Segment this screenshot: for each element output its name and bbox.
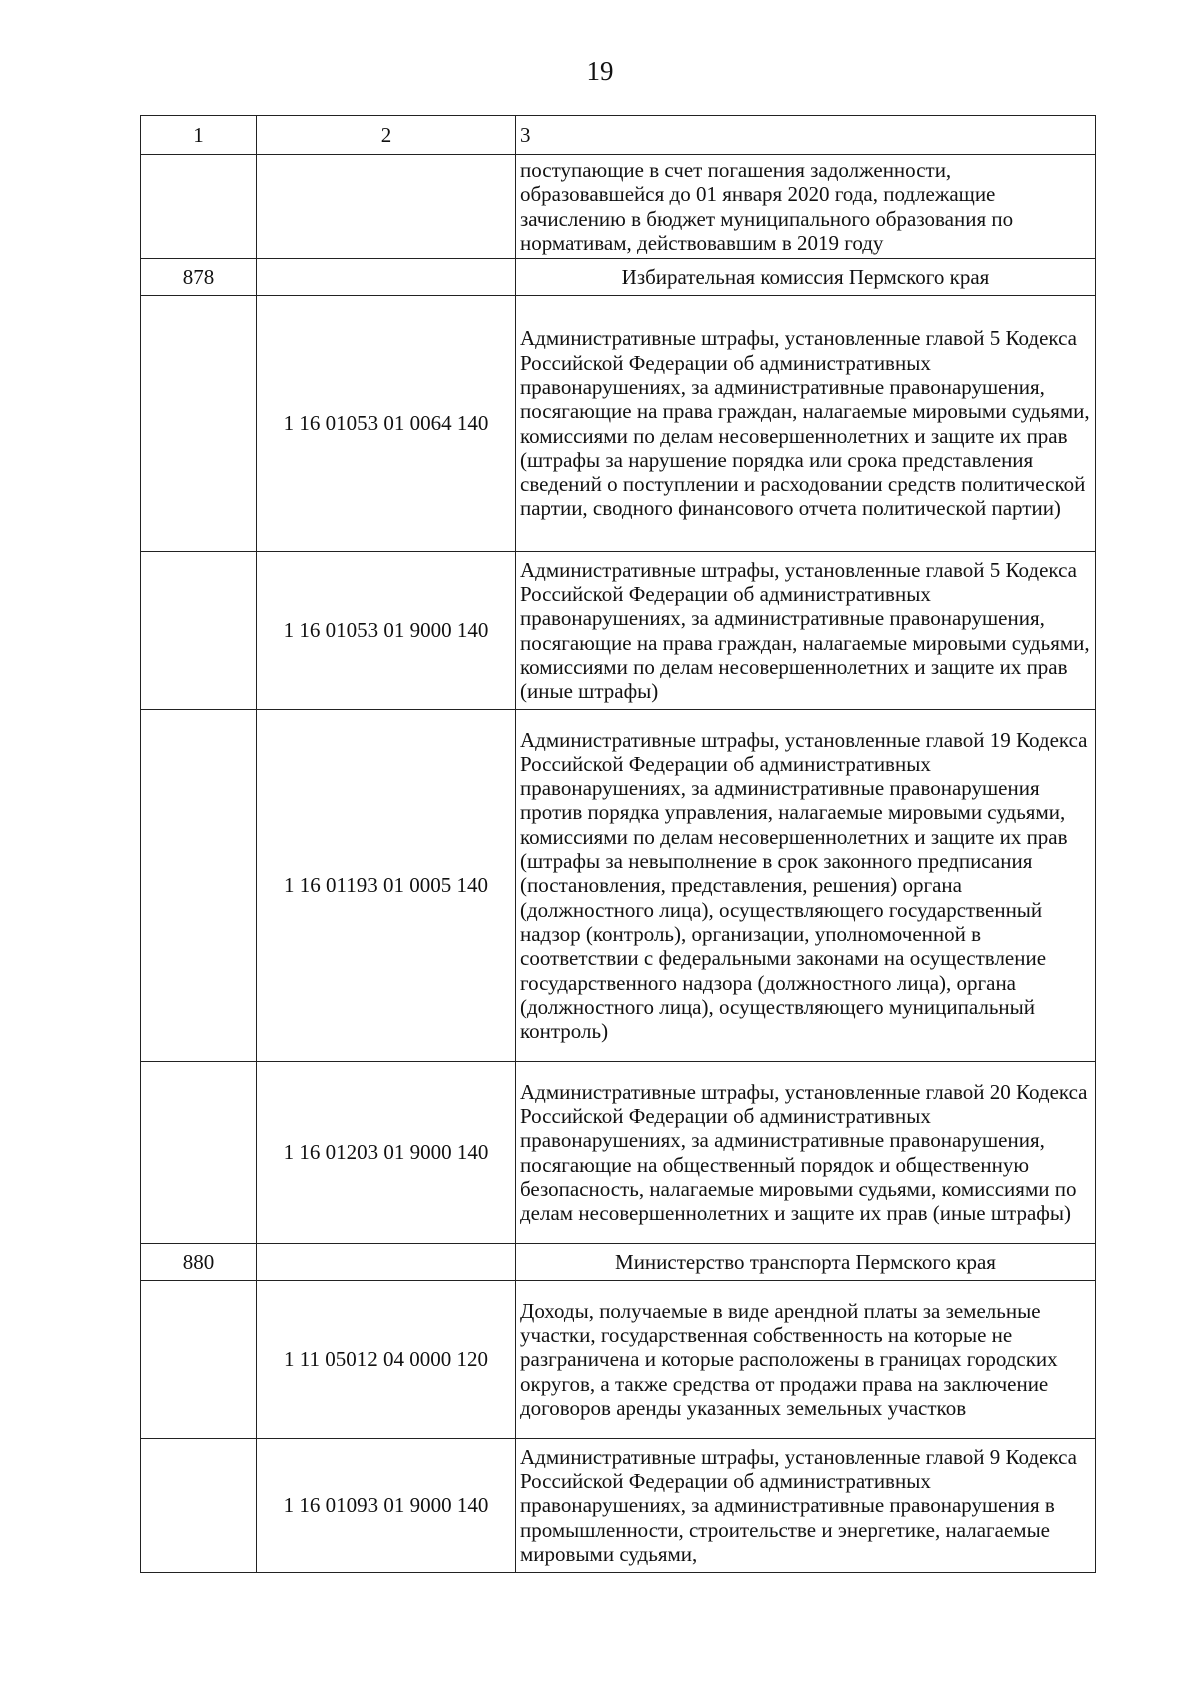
kbk-code-cell <box>257 155 516 259</box>
kbk-code-cell: 1 16 01093 01 9000 140 <box>257 1439 516 1573</box>
department-row <box>141 1244 1096 1281</box>
department-name-cell: Министерство транспорта Пермского края <box>516 1244 1096 1281</box>
department-name-cell: Избирательная комиссия Пермского края <box>516 259 1096 296</box>
description-cell: Административные штрафы, установленные главой 19 Кодекса Российской Федерации об административных правонарушениях, за административные правонарушения против порядка управления, налагаемые мировыми судьями, комиссиями по делам несовершеннолетних и защите их прав (штрафы за невыполнение в срок законного предписания (постановления, представления, решения) органа (должностного лица), осуществляющего государственный надзор (контроль), организации, уполномоченной в соответствии с федеральными законами на осуществление государственного надзора (должностного лица), органа (должностного лица), осуществляющего муниципальный контроль) <box>516 710 1096 1062</box>
kbk-code-cell <box>257 259 516 296</box>
table-header-row <box>141 116 1096 155</box>
kbk-code-cell: 1 16 01203 01 9000 140 <box>257 1062 516 1244</box>
admin-code-cell <box>141 1439 257 1573</box>
header-col-3: 3 <box>516 116 1096 155</box>
table-row <box>141 1281 1096 1439</box>
kbk-code-cell: 1 11 05012 04 0000 120 <box>257 1281 516 1439</box>
admin-code-cell <box>141 296 257 552</box>
kbk-code-cell <box>257 1244 516 1281</box>
table-row <box>141 155 1096 259</box>
table-row <box>141 296 1096 552</box>
description-cell: Административные штрафы, установленные главой 20 Кодекса Российской Федерации об административных правонарушениях, за административные правонарушения, посягающие на общественный порядок и общественную безопасность, налагаемые мировыми судьями, комиссиями по делам несовершеннолетних и защите их прав (иные штрафы) <box>516 1062 1096 1244</box>
description-cell: Административные штрафы, установленные главой 5 Кодекса Российской Федерации об административных правонарушениях, за административные правонарушения, посягающие на права граждан, налагаемые мировыми судьями, комиссиями по делам несовершеннолетних и защите их прав (штрафы за нарушение порядка или срока представления сведений о поступлении и расходовании средств политической партии, сводного финансового отчета политической партии) <box>516 296 1096 552</box>
admin-code-cell: 878 <box>141 259 257 296</box>
description-cell: Доходы, получаемые в виде арендной платы за земельные участки, государственная собственность на которые не разграничена и которые расположены в границах городских округов, а также средства от продажи права на заключение договоров аренды указанных земельных участков <box>516 1281 1096 1439</box>
admin-code-cell: 880 <box>141 1244 257 1281</box>
admin-code-cell <box>141 1281 257 1439</box>
revenue-codes-table <box>140 115 1096 1573</box>
admin-code-cell <box>141 552 257 710</box>
admin-code-cell <box>141 710 257 1062</box>
department-row <box>141 259 1096 296</box>
header-col-1: 1 <box>141 116 257 155</box>
header-col-2: 2 <box>257 116 516 155</box>
kbk-code-cell: 1 16 01053 01 0064 140 <box>257 296 516 552</box>
page-number: 19 <box>586 56 614 86</box>
table-row <box>141 1439 1096 1573</box>
description-cell: поступающие в счет погашения задолженности, образовавшейся до 01 января 2020 года, подлежащие зачислению в бюджет муниципального образования по нормативам, действовавшим в 2019 году <box>516 155 1096 259</box>
admin-code-cell <box>141 1062 257 1244</box>
kbk-code-cell: 1 16 01193 01 0005 140 <box>257 710 516 1062</box>
description-cell: Административные штрафы, установленные главой 9 Кодекса Российской Федерации об административных правонарушениях, за административные правонарушения в промышленности, строительстве и энергетике, налагаемые мировыми судьями, <box>516 1439 1096 1573</box>
table-row <box>141 710 1096 1062</box>
description-cell: Административные штрафы, установленные главой 5 Кодекса Российской Федерации об административных правонарушениях, за административные правонарушения, посягающие на права граждан, налагаемые мировыми судьями, комиссиями по делам несовершеннолетних и защите их прав (иные штрафы) <box>516 552 1096 710</box>
table-row <box>141 1062 1096 1244</box>
table-row <box>141 552 1096 710</box>
kbk-code-cell: 1 16 01053 01 9000 140 <box>257 552 516 710</box>
admin-code-cell <box>141 155 257 259</box>
